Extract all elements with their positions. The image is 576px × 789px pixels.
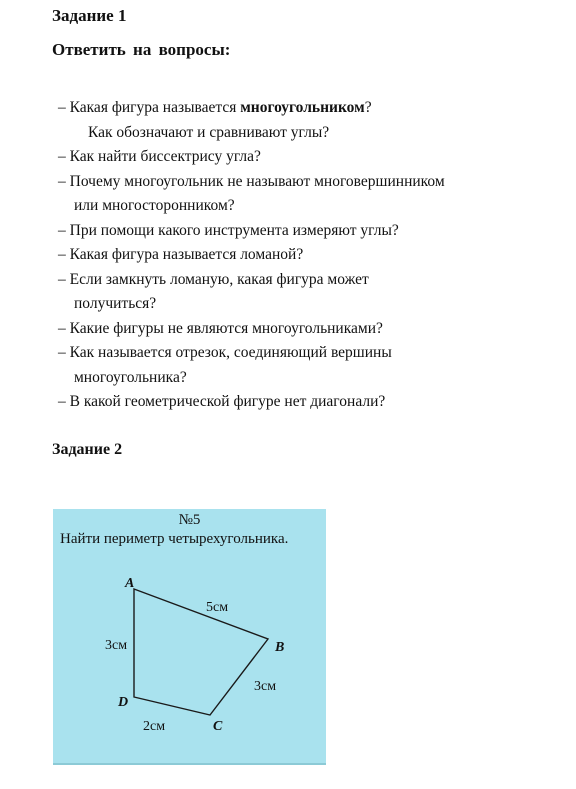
vertex-d-label: D	[118, 695, 129, 710]
problem-number: №5	[178, 512, 201, 528]
question-item: многоугольника?	[74, 368, 187, 386]
vertex-a-label: A	[125, 576, 135, 591]
task1-instruction: Ответить на вопросы:	[52, 40, 231, 59]
question-item: – Какие фигуры не являются многоугольниками?	[58, 319, 383, 337]
question-list	[58, 96, 558, 415]
quadrilateral-diagram	[53, 509, 326, 763]
question-item: – При помощи какого инструмента измеряют углы?	[58, 221, 399, 239]
side-da-label: 3см	[105, 638, 128, 653]
question-item: получиться?	[74, 295, 157, 312]
geometry-problem-card	[53, 509, 326, 765]
vertex-b-label: B	[275, 640, 285, 655]
question-item: – Как найти биссектрису угла?	[58, 148, 261, 165]
question-item: или многосторонником?	[74, 197, 235, 214]
quadrilateral-abcd	[134, 589, 268, 715]
question-item: – Если замкнуть ломаную, какая фигура может	[58, 270, 369, 288]
question-item: – В какой геометрической фигуре нет диагонали?	[58, 393, 386, 410]
question-item: – Как называется отрезок, соединяющий вершины	[58, 344, 392, 361]
problem-text: Найти периметр четырехугольника.	[60, 531, 289, 547]
task1-title: Задание 1	[52, 6, 127, 25]
side-bc-label: 3см	[254, 679, 277, 694]
question-item: – Почему многоугольник не называют многовершинником	[58, 172, 445, 190]
vertex-c-label: C	[213, 719, 223, 734]
question-keyword: многоугольником	[240, 99, 365, 116]
task2-title: Задание 2	[52, 441, 123, 458]
question-item: – Какая фигура называется ломаной?	[58, 246, 304, 263]
question-item	[58, 96, 558, 121]
question-item: Как обозначают и сравнивают углы?	[88, 123, 330, 141]
question-text: ?	[364, 99, 372, 116]
question-text: – Какая фигура называется	[58, 99, 241, 116]
side-cd-label: 2см	[143, 719, 166, 734]
side-ab-label: 5см	[206, 600, 229, 615]
